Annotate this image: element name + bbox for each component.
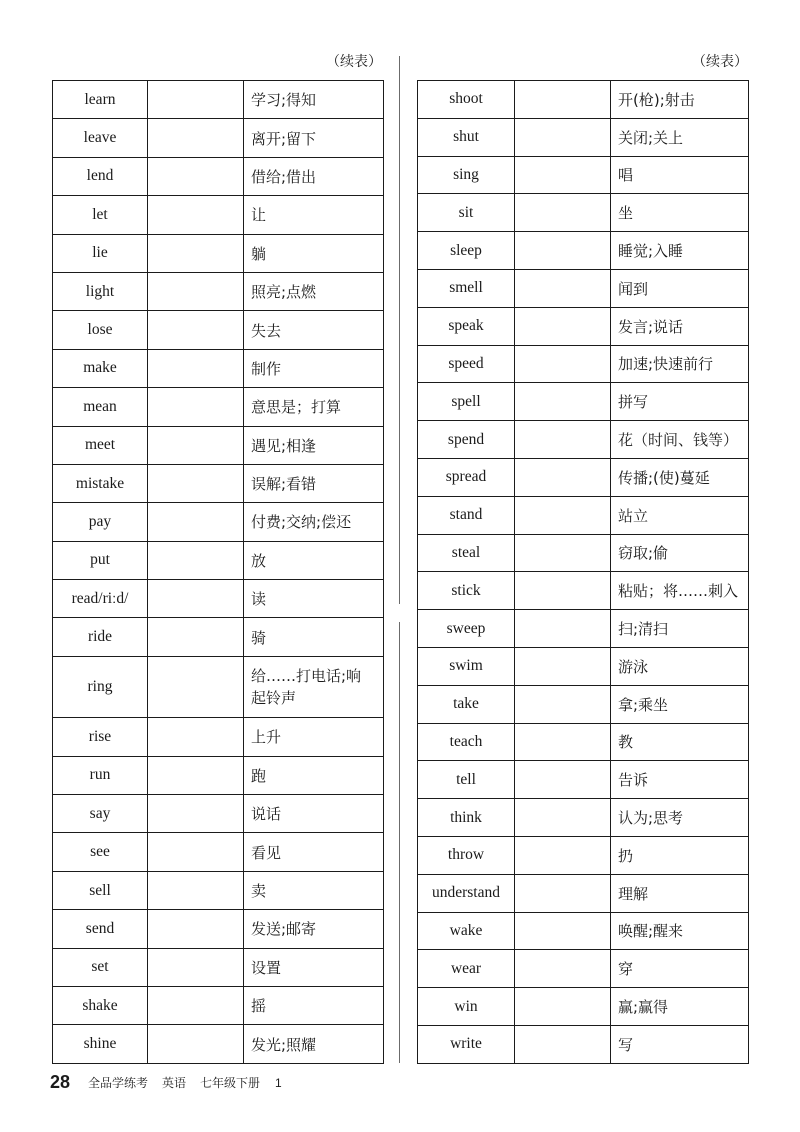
blank-answer-cell	[148, 157, 244, 195]
meaning-text: 唤醒;醒来	[618, 922, 684, 941]
word-cell: take	[418, 685, 515, 723]
word-cell: lend	[53, 157, 148, 195]
table-row	[418, 421, 749, 459]
meaning-text: 摇	[251, 997, 267, 1016]
table-row	[418, 81, 749, 119]
blank-answer-cell	[148, 1025, 244, 1063]
blank-answer-cell	[515, 988, 611, 1026]
meaning-text: 发光;照耀	[251, 1035, 317, 1054]
meaning-cell	[611, 761, 749, 799]
blank-answer-cell	[148, 349, 244, 387]
word-cell: swim	[418, 647, 515, 685]
blank-answer-cell	[148, 833, 244, 871]
word-cell: wake	[418, 912, 515, 950]
footer-subject: 英语	[162, 1076, 187, 1090]
meaning-cell	[244, 503, 384, 541]
blank-answer-cell	[515, 307, 611, 345]
meaning-cell	[611, 345, 749, 383]
meaning-text: 扫;清扫	[618, 620, 669, 639]
meaning-text: 放	[251, 551, 267, 570]
word-cell: shine	[53, 1025, 148, 1063]
meaning-cell	[244, 871, 384, 909]
meaning-text: 关闭;关上	[618, 128, 684, 147]
word-cell: win	[418, 988, 515, 1026]
continued-label: （续表）	[692, 54, 748, 70]
table-row	[418, 685, 749, 723]
blank-answer-cell	[148, 388, 244, 426]
blank-answer-cell	[515, 723, 611, 761]
blank-answer-cell	[515, 118, 611, 156]
blank-answer-cell	[148, 81, 244, 119]
meaning-text: 读	[251, 590, 267, 609]
table-row	[53, 349, 384, 387]
blank-answer-cell	[148, 986, 244, 1024]
meaning-cell	[611, 988, 749, 1026]
table-row	[418, 496, 749, 534]
meaning-text: 窃取;偷	[618, 544, 669, 563]
meaning-text: 扔	[618, 846, 634, 865]
meaning-cell	[611, 118, 749, 156]
meaning-text: 坐	[618, 204, 634, 223]
word-cell: mean	[53, 388, 148, 426]
blank-answer-cell	[148, 580, 244, 618]
table-row	[418, 647, 749, 685]
table-row	[53, 388, 384, 426]
word-cell: stick	[418, 572, 515, 610]
meaning-cell	[244, 388, 384, 426]
meaning-cell	[244, 234, 384, 272]
word-cell: see	[53, 833, 148, 871]
word-cell: ring	[53, 656, 148, 717]
meaning-cell	[244, 718, 384, 756]
word-cell: teach	[418, 723, 515, 761]
meaning-cell	[611, 534, 749, 572]
word-cell: steal	[418, 534, 515, 572]
blank-answer-cell	[515, 610, 611, 648]
meaning-cell	[244, 580, 384, 618]
blank-answer-cell	[515, 194, 611, 232]
meaning-cell	[611, 1025, 749, 1063]
meaning-text: 发送;邮寄	[251, 920, 317, 939]
word-cell: spread	[418, 458, 515, 496]
meaning-text: 游泳	[618, 657, 649, 676]
meaning-cell	[611, 723, 749, 761]
table-row	[53, 311, 384, 349]
blank-answer-cell	[515, 685, 611, 723]
table-row	[53, 580, 384, 618]
table-row	[53, 1025, 384, 1063]
table-row	[418, 307, 749, 345]
table-row	[53, 986, 384, 1024]
table-row	[418, 1025, 749, 1063]
table-row	[53, 756, 384, 794]
page-divider	[399, 622, 400, 1063]
table-row	[418, 194, 749, 232]
meaning-text: 教	[618, 733, 634, 752]
meaning-text: 学习;得知	[251, 91, 317, 110]
blank-answer-cell	[515, 232, 611, 270]
meaning-cell	[244, 426, 384, 464]
meaning-text: 误解;看错	[251, 475, 317, 494]
blank-answer-cell	[515, 799, 611, 837]
meaning-cell	[611, 383, 749, 421]
meaning-cell	[611, 799, 749, 837]
table-row	[418, 799, 749, 837]
table-row	[418, 874, 749, 912]
meaning-text: 站立	[618, 506, 649, 525]
blank-answer-cell	[515, 761, 611, 799]
word-cell: ride	[53, 618, 148, 656]
meaning-cell	[244, 910, 384, 948]
word-cell: make	[53, 349, 148, 387]
word-cell: learn	[53, 81, 148, 119]
table-row	[53, 464, 384, 502]
word-cell: meet	[53, 426, 148, 464]
table-row	[418, 836, 749, 874]
word-cell: pay	[53, 503, 148, 541]
footer-book-title: 全品学练考	[88, 1076, 149, 1090]
meaning-cell	[611, 610, 749, 648]
meaning-text: 骑	[251, 628, 267, 647]
word-cell: tell	[418, 761, 515, 799]
meaning-cell	[611, 647, 749, 685]
table-row	[53, 234, 384, 272]
word-cell: mistake	[53, 464, 148, 502]
word-cell: spell	[418, 383, 515, 421]
meaning-text: 意思是；打算	[251, 398, 342, 417]
meaning-cell	[244, 756, 384, 794]
table-row	[53, 541, 384, 579]
blank-answer-cell	[515, 836, 611, 874]
word-cell: smell	[418, 269, 515, 307]
blank-answer-cell	[148, 196, 244, 234]
table-row	[53, 618, 384, 656]
meaning-cell	[611, 874, 749, 912]
vocabulary-table-left	[52, 80, 384, 1064]
blank-answer-cell	[515, 496, 611, 534]
meaning-text: 理解	[618, 884, 649, 903]
vocabulary-table-right	[417, 80, 749, 1064]
meaning-text: 制作	[251, 359, 282, 378]
meaning-text: 让	[251, 206, 267, 225]
word-cell: sit	[418, 194, 515, 232]
table-row	[53, 272, 384, 310]
meaning-cell	[244, 464, 384, 502]
meaning-cell	[244, 986, 384, 1024]
table-row	[418, 610, 749, 648]
table-body	[53, 81, 384, 1064]
meaning-cell	[244, 1025, 384, 1063]
blank-answer-cell	[148, 795, 244, 833]
word-cell: write	[418, 1025, 515, 1063]
meaning-cell	[244, 541, 384, 579]
blank-answer-cell	[515, 421, 611, 459]
word-cell: speed	[418, 345, 515, 383]
meaning-text: 跑	[251, 766, 267, 785]
meaning-text: 粘贴；将……刺入	[618, 582, 739, 601]
blank-answer-cell	[515, 912, 611, 950]
word-cell: light	[53, 272, 148, 310]
word-cell: throw	[418, 836, 515, 874]
meaning-text: 赢;赢得	[618, 998, 669, 1017]
table-row	[53, 119, 384, 157]
meaning-text: 唱	[618, 166, 634, 185]
word-cell: sing	[418, 156, 515, 194]
blank-answer-cell	[148, 718, 244, 756]
table-row	[53, 948, 384, 986]
meaning-cell	[611, 421, 749, 459]
table-row	[53, 718, 384, 756]
table-row	[418, 156, 749, 194]
meaning-cell	[611, 950, 749, 988]
meaning-text: 看见	[251, 843, 282, 862]
table-row	[418, 534, 749, 572]
meaning-cell	[244, 311, 384, 349]
table-row	[418, 572, 749, 610]
page-number: 28	[50, 1072, 71, 1092]
word-cell: stand	[418, 496, 515, 534]
meaning-text: 开(枪);射击	[618, 90, 695, 109]
blank-answer-cell	[148, 503, 244, 541]
table-row	[418, 761, 749, 799]
blank-answer-cell	[515, 1025, 611, 1063]
meaning-text: 离开;留下	[251, 129, 317, 148]
page-divider	[399, 56, 400, 604]
meaning-text: 告诉	[618, 771, 649, 790]
word-cell: sleep	[418, 232, 515, 270]
meaning-cell	[611, 572, 749, 610]
word-cell: shake	[53, 986, 148, 1024]
meaning-cell	[244, 795, 384, 833]
meaning-text: 躺	[251, 244, 267, 263]
meaning-text: 发言;说话	[618, 317, 684, 336]
meaning-cell	[244, 618, 384, 656]
meaning-cell	[244, 272, 384, 310]
word-cell: wear	[418, 950, 515, 988]
table-row	[418, 912, 749, 950]
meaning-text: 穿	[618, 960, 634, 979]
meaning-cell	[611, 232, 749, 270]
meaning-text: 拿;乘坐	[618, 695, 669, 714]
blank-answer-cell	[148, 948, 244, 986]
meaning-cell	[611, 836, 749, 874]
meaning-cell	[244, 196, 384, 234]
table-row	[418, 950, 749, 988]
meaning-cell	[244, 81, 384, 119]
blank-answer-cell	[515, 156, 611, 194]
word-cell: put	[53, 541, 148, 579]
blank-answer-cell	[515, 534, 611, 572]
blank-answer-cell	[515, 950, 611, 988]
table-row	[53, 157, 384, 195]
blank-answer-cell	[515, 647, 611, 685]
blank-answer-cell	[515, 81, 611, 119]
word-cell: spend	[418, 421, 515, 459]
meaning-cell	[611, 194, 749, 232]
blank-answer-cell	[515, 269, 611, 307]
blank-answer-cell	[515, 874, 611, 912]
meaning-cell	[611, 307, 749, 345]
blank-answer-cell	[148, 234, 244, 272]
meaning-cell	[244, 948, 384, 986]
meaning-text: 上升	[251, 728, 282, 747]
footer-volume: 1	[275, 1076, 282, 1090]
word-cell: speak	[418, 307, 515, 345]
meaning-text: 卖	[251, 882, 267, 900]
word-cell: leave	[53, 119, 148, 157]
table-row	[418, 232, 749, 270]
meaning-text: 给……打电话;响起铃声	[251, 667, 362, 708]
meaning-cell	[244, 119, 384, 157]
table-row	[53, 81, 384, 119]
continued-label: （续表）	[326, 54, 382, 70]
word-cell: understand	[418, 874, 515, 912]
table-row	[53, 871, 384, 909]
word-cell: think	[418, 799, 515, 837]
meaning-cell	[611, 81, 749, 119]
word-cell: say	[53, 795, 148, 833]
meaning-cell	[611, 269, 749, 307]
blank-answer-cell	[515, 383, 611, 421]
meaning-cell	[244, 656, 384, 717]
blank-answer-cell	[148, 272, 244, 310]
word-cell: rise	[53, 718, 148, 756]
table-row	[53, 503, 384, 541]
blank-answer-cell	[148, 910, 244, 948]
blank-answer-cell	[148, 119, 244, 157]
meaning-text: 付费;交纳;偿还	[251, 513, 352, 532]
meaning-text: 睡觉;入睡	[618, 242, 684, 261]
table-row	[53, 196, 384, 234]
meaning-cell	[611, 685, 749, 723]
table-row	[418, 458, 749, 496]
meaning-cell	[611, 156, 749, 194]
table-row	[53, 656, 384, 717]
word-cell: set	[53, 948, 148, 986]
footer-grade: 七年级下册	[200, 1076, 261, 1090]
meaning-cell	[244, 157, 384, 195]
blank-answer-cell	[515, 458, 611, 496]
word-cell: sweep	[418, 610, 515, 648]
meaning-text: 写	[618, 1035, 634, 1054]
blank-answer-cell	[148, 426, 244, 464]
meaning-text: 传播;(使)蔓延	[618, 468, 710, 487]
meaning-text: 拼写	[618, 393, 649, 412]
blank-answer-cell	[515, 572, 611, 610]
meaning-text: 借给;借出	[251, 167, 317, 186]
word-cell: let	[53, 196, 148, 234]
blank-answer-cell	[148, 618, 244, 656]
meaning-text: 遇见;相逢	[251, 436, 317, 455]
blank-answer-cell	[148, 756, 244, 794]
word-cell: shut	[418, 118, 515, 156]
meaning-text: 加速;快速前行	[618, 355, 714, 374]
meaning-cell	[611, 458, 749, 496]
blank-answer-cell	[148, 871, 244, 909]
meaning-cell	[244, 833, 384, 871]
word-cell: read/riːd/	[53, 580, 148, 618]
meaning-text: 设置	[251, 958, 282, 977]
blank-answer-cell	[148, 464, 244, 502]
table-row	[418, 383, 749, 421]
meaning-text: 认为;思考	[618, 809, 684, 828]
meaning-cell	[611, 496, 749, 534]
meaning-text: 说话	[251, 805, 282, 824]
table-row	[418, 269, 749, 307]
table-row	[53, 910, 384, 948]
meaning-text: 照亮;点燃	[251, 283, 317, 302]
table-row	[418, 118, 749, 156]
meaning-text: 失去	[251, 321, 282, 340]
word-cell: run	[53, 756, 148, 794]
table-row	[418, 723, 749, 761]
meaning-text: 闻到	[618, 279, 649, 298]
word-cell: send	[53, 910, 148, 948]
table-row	[418, 988, 749, 1026]
meaning-cell	[244, 349, 384, 387]
table-row	[53, 426, 384, 464]
table-row	[53, 833, 384, 871]
blank-answer-cell	[515, 345, 611, 383]
word-cell: shoot	[418, 81, 515, 119]
word-cell: sell	[53, 871, 148, 909]
blank-answer-cell	[148, 311, 244, 349]
table-row	[53, 795, 384, 833]
blank-answer-cell	[148, 656, 244, 717]
word-cell: lie	[53, 234, 148, 272]
blank-answer-cell	[148, 541, 244, 579]
table-body	[418, 81, 749, 1064]
table-row	[418, 345, 749, 383]
meaning-cell	[611, 912, 749, 950]
word-cell: lose	[53, 311, 148, 349]
meaning-text: 花（时间、钱等）	[618, 431, 739, 450]
